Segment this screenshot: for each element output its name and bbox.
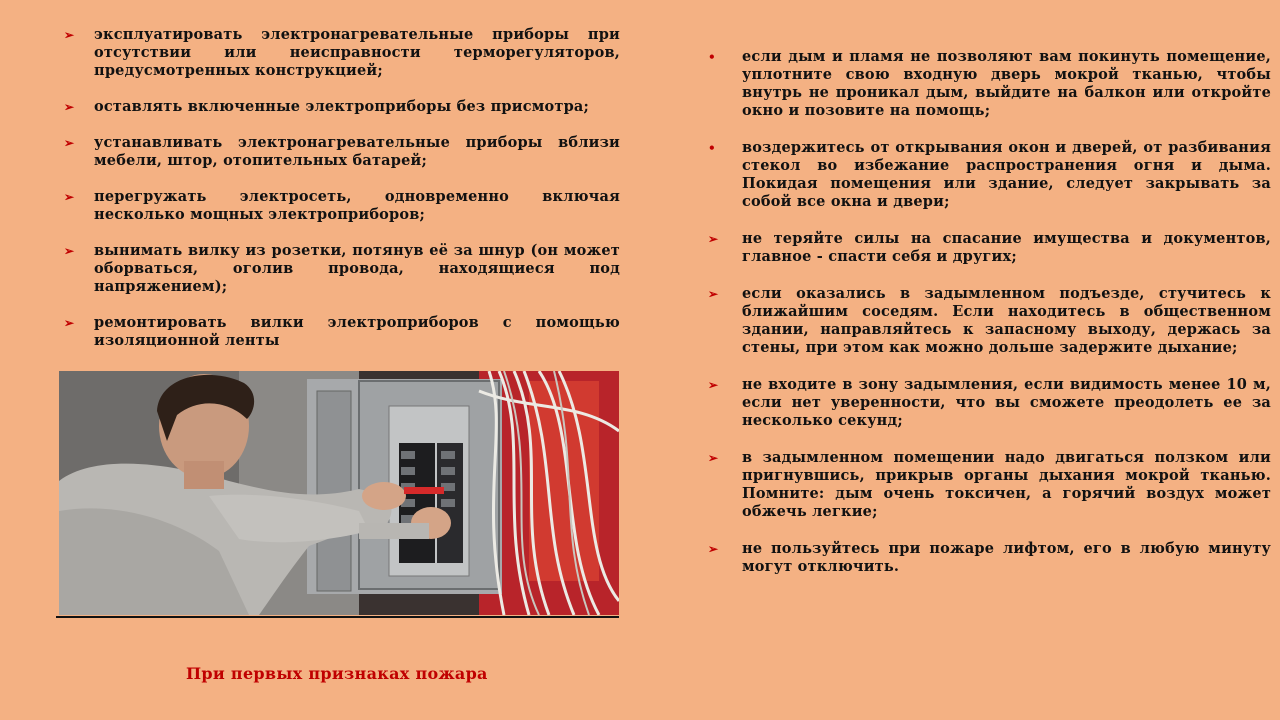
list-item: ➢ перегружать электросеть, одновременно включая несколько мощных электроприборов; bbox=[64, 188, 620, 223]
arrow-bullet-icon: ➢ bbox=[64, 190, 75, 204]
arrow-bullet-icon: ➢ bbox=[64, 316, 75, 330]
list-item: ➢ не теряйте силы на спасание имущества и документов, главное - спасти себя и других; bbox=[708, 230, 1271, 265]
list-item: ➢ ремонтировать вилки электроприборов с помощью изоляционной ленты bbox=[64, 314, 620, 349]
arrow-bullet-icon: ➢ bbox=[64, 100, 75, 114]
arrow-bullet-icon: ➢ bbox=[708, 451, 719, 465]
dot-bullet-icon: • bbox=[708, 141, 716, 155]
list-item: ➢ если оказались в задымленном подъезде, стучитесь к ближайшим соседям. Если находитесь в общественном здании, направляйтесь к запасному выходу, держась за стены, при этом как можно дольше задержите дыхание; bbox=[708, 285, 1271, 356]
list-item: ➢ в задымленном помещении надо двигаться ползком или пригнувшись, прикрыв органы дыхания мокрой тканью. Помните: дым очень токсичен, а горячий воздух может обжечь легкие; bbox=[708, 449, 1271, 520]
arrow-bullet-icon: ➢ bbox=[708, 287, 719, 301]
list-item: • воздержитесь от открывания окон и дверей, от разбивания стекол во избежание распространения огня и дыма. Покидая помещения или здание, следует закрывать за собой все окна и двери; bbox=[708, 139, 1271, 210]
list-item: ➢ не пользуйтесь при пожаре лифтом, его в любую минуту могут отключить. bbox=[708, 540, 1271, 575]
dot-bullet-icon: • bbox=[708, 50, 716, 64]
section-caption: При первых признаках пожара bbox=[186, 664, 488, 683]
arrow-bullet-icon: ➢ bbox=[708, 378, 719, 392]
arrow-bullet-icon: ➢ bbox=[64, 136, 75, 150]
list-item: ➢ устанавливать электронагревательные приборы вблизи мебели, штор, отопительных батарей; bbox=[64, 134, 620, 169]
arrow-bullet-icon: ➢ bbox=[64, 244, 75, 258]
list-item: ➢ вынимать вилку из розетки, потянув её за шнур (он может оборваться, оголив провода, находящиеся под напряжением); bbox=[64, 242, 620, 295]
divider-line bbox=[56, 616, 619, 618]
arrow-bullet-icon: ➢ bbox=[708, 232, 719, 246]
list-item: • если дым и пламя не позволяют вам покинуть помещение, уплотните свою входную дверь мокрой тканью, чтобы внутрь не проникал дым, выйдите на балкон или откройте окно и позовите на помощь; bbox=[708, 48, 1271, 119]
arrow-bullet-icon: ➢ bbox=[64, 28, 75, 42]
list-item: ➢ не входите в зону задымления, если видимость менее 10 м, если нет уверенности, что вы сможете преодолеть ее за несколько секунд; bbox=[708, 376, 1271, 429]
right-rules-list bbox=[708, 48, 1271, 595]
left-rules-list bbox=[64, 26, 620, 368]
electrician-photo bbox=[59, 371, 619, 615]
list-item: ➢ оставлять включенные электроприборы без присмотра; bbox=[64, 98, 590, 115]
arrow-bullet-icon: ➢ bbox=[708, 542, 719, 556]
list-item: ➢ эксплуатировать электронагревательные приборы при отсутствии или неисправности терморегуляторов, предусмотренных конструкцией; bbox=[64, 26, 620, 79]
